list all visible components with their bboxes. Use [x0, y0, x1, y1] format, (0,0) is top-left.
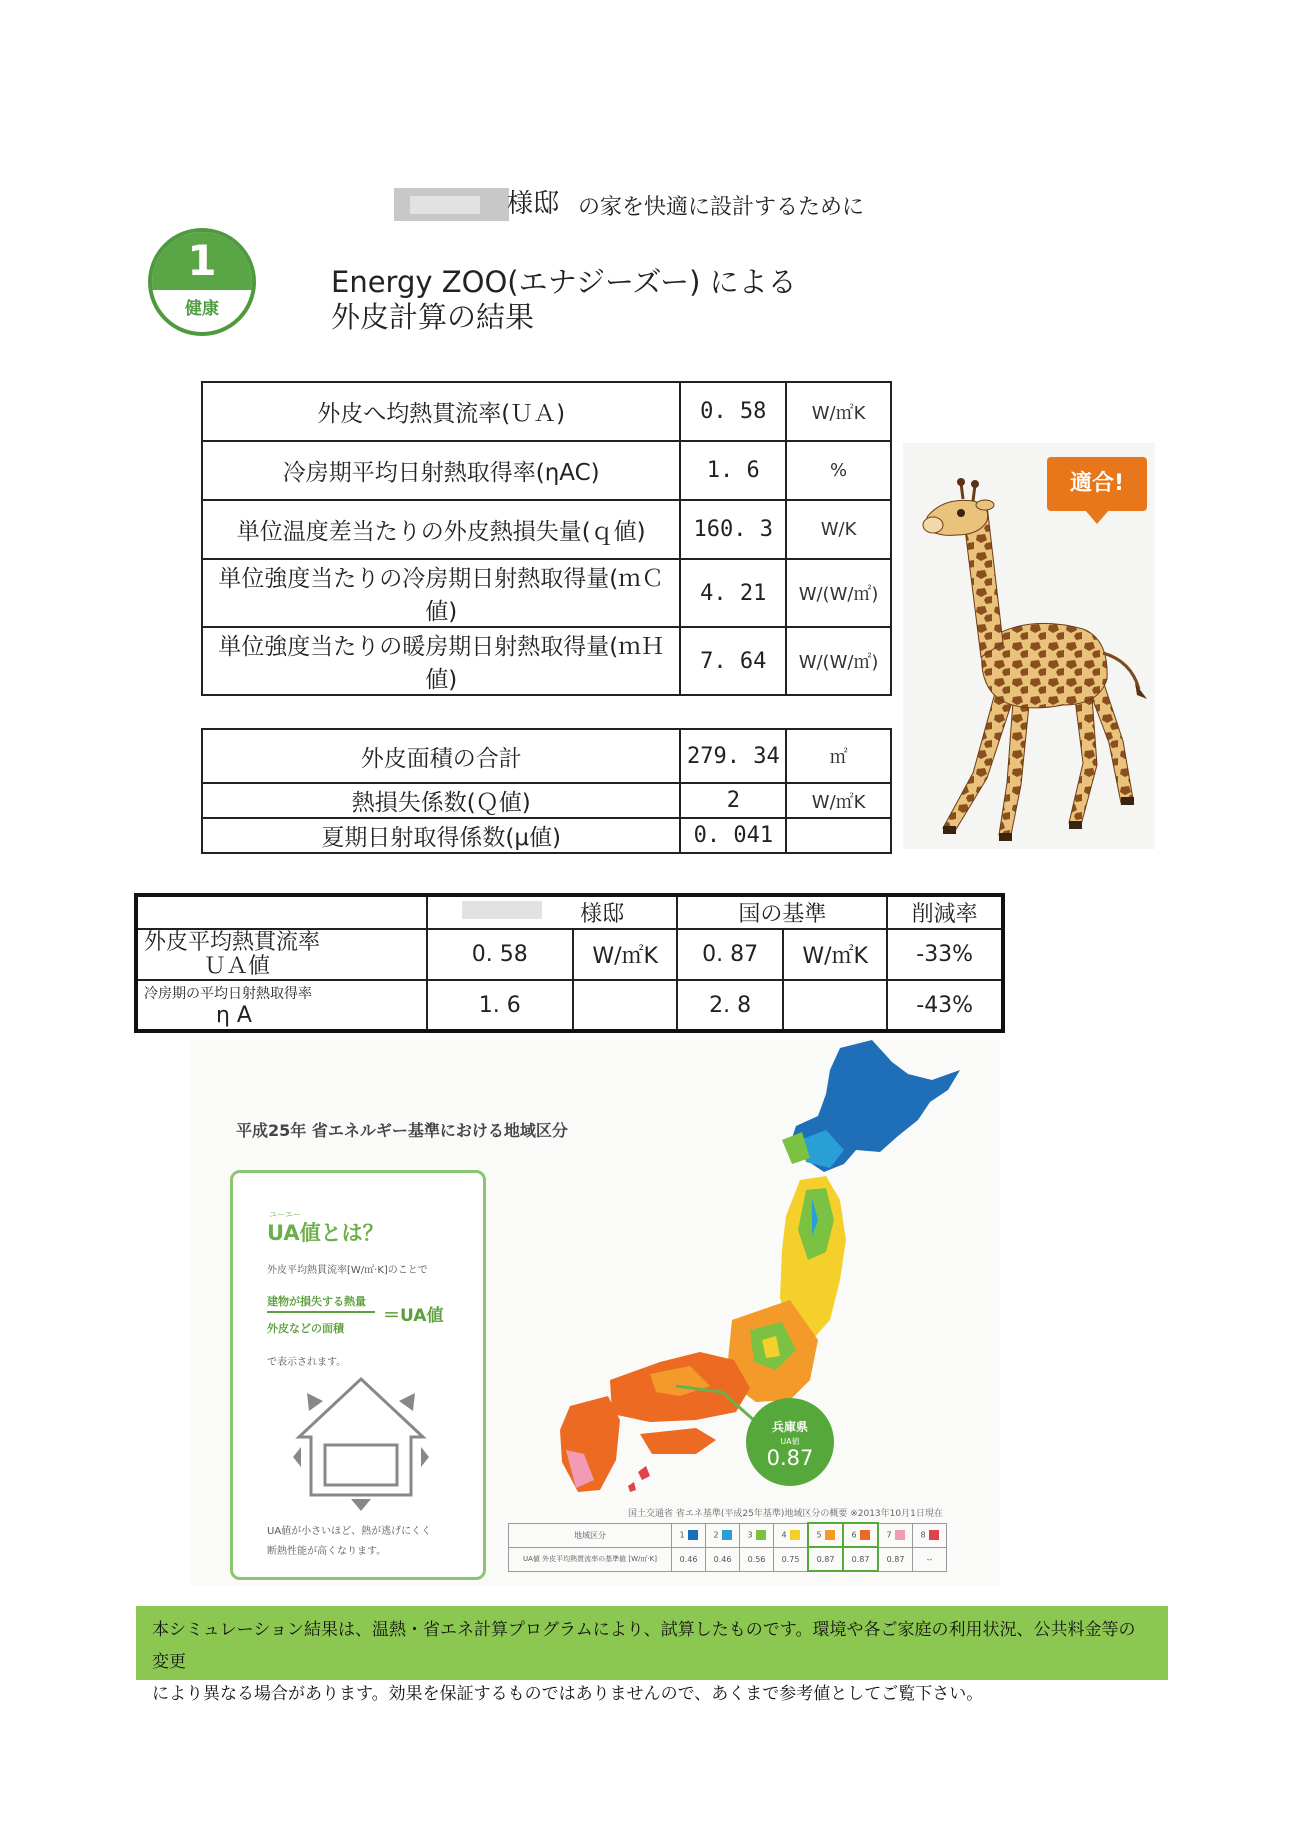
table-row [202, 559, 891, 627]
zone-swatch [929, 1530, 939, 1540]
row-label [136, 929, 427, 980]
zone-legend-table [508, 1522, 947, 1572]
national-value: 0. 87 [677, 929, 782, 980]
row-label: 単位強度当たりの冷房期日射熱取得量(ｍＣ値) [202, 559, 680, 627]
zone-number: 5 [816, 1530, 822, 1540]
legend-ua-3: 0.56 [740, 1547, 774, 1571]
ua-footnote1: UA値が小さいほど、熱が逃げにくく [267, 1526, 432, 1537]
legend-zone-7 [878, 1523, 913, 1547]
row-label-line1: 冷房期の平均日射熱取得率 [144, 986, 312, 1002]
health-badge [148, 228, 256, 336]
row-unit: ㎡ [786, 729, 891, 783]
legend-ua-6: 0.87 [843, 1547, 878, 1571]
row-value: 1. 6 [680, 441, 786, 500]
ua-line1: 外皮平均熱貫流率[W/㎡·K]のことで [267, 1265, 428, 1276]
badge-label: 健康 [185, 299, 219, 319]
legend-ua-2: 0.46 [706, 1547, 740, 1571]
reduction-value: -33% [887, 929, 1003, 980]
house-value: 0. 58 [427, 929, 573, 980]
legend-zone-8 [913, 1523, 947, 1547]
national-unit [783, 980, 888, 1031]
ua-denominator: 外皮などの面積 [267, 1322, 344, 1335]
redacted-name [462, 901, 542, 919]
row-value: 0. 58 [680, 382, 786, 441]
zone-number: 7 [886, 1530, 892, 1540]
ua-numerator: 建物が損失する熱量 [267, 1295, 366, 1308]
legend-ua-7: 0.87 [878, 1547, 913, 1571]
row-unit: % [786, 441, 891, 500]
legend-ua-8: -- [913, 1547, 947, 1571]
disclaimer-box [136, 1606, 1168, 1704]
comparison-table [134, 893, 1005, 1033]
legend-row2-label: UA値 外皮平均熱貫流率の基準値 [W/㎡·K] [509, 1547, 672, 1571]
row-value: 7. 64 [680, 627, 786, 695]
zone-number: 3 [747, 1530, 753, 1540]
legend-zone-3 [740, 1523, 774, 1547]
zone-swatch [688, 1530, 698, 1540]
badge-number: 1 [187, 236, 217, 285]
row-value: 279. 34 [680, 729, 786, 783]
row-label: 単位強度当たりの暖房期日射熱取得量(ｍＨ値) [202, 627, 680, 695]
table-row [202, 729, 891, 783]
house-unit: W/㎡K [573, 929, 678, 980]
ua-ruby: ユーエー [269, 1210, 301, 1219]
row-label: 単位温度差当たりの外皮熱損失量(ｑ値) [202, 500, 680, 559]
zone-swatch [756, 1530, 766, 1540]
header-national: 国の基準 [677, 895, 887, 929]
legend-zone-6 [843, 1523, 878, 1547]
row-value: 2 [680, 783, 786, 818]
table-row [202, 382, 891, 441]
row-label-line2: ＵＡ値 [204, 953, 271, 979]
row-unit: W/㎡K [786, 783, 891, 818]
zone-number: 8 [920, 1530, 926, 1540]
table-row [136, 929, 1003, 980]
row-unit: W/㎡K [786, 382, 891, 441]
legend-zone-4 [774, 1523, 809, 1547]
legend-zone-1 [672, 1523, 706, 1547]
header-empty [136, 895, 427, 929]
area-table [201, 728, 892, 854]
zone-number: 6 [851, 1530, 857, 1540]
disclaimer-line2: により異なる場合があります。効果を保証するものではありませんので、あくまで参考値としてご覧下さい。 [152, 1684, 984, 1704]
row-label: 冷房期平均日射熱取得率(ηAC) [202, 441, 680, 500]
map-source-note: 国土交通省 省エネ基準(平成25年基準)地域区分の概要 ※2013年10月1日現在 [628, 1509, 943, 1519]
zone-number: 2 [713, 1530, 719, 1540]
row-unit: W/(W/㎡) [786, 627, 891, 695]
ua-heading: UA値とは？ [267, 1221, 384, 1245]
reduction-value: -43% [887, 980, 1003, 1031]
row-label: 夏期日射取得係数(μ値) [202, 818, 680, 853]
row-label: 外皮へ均熱貫流率(ＵＡ) [202, 382, 680, 441]
ua-explanation-box [230, 1170, 486, 1580]
row-label-line1: 外皮平均熱貫流率 [144, 929, 321, 955]
zone-swatch [860, 1530, 870, 1540]
zone-number: 4 [781, 1530, 787, 1540]
hyogo-callout-pref: 兵庫県 [771, 1420, 808, 1434]
header-honorific: 様邸 [507, 189, 560, 219]
legend-row1-label: 地域区分 [509, 1523, 672, 1547]
row-unit: W/(W/㎡) [786, 559, 891, 627]
table-row [202, 818, 891, 853]
fit-badge: 適合! [1047, 457, 1147, 511]
redacted-name-shade [410, 196, 480, 214]
row-value: 0. 041 [680, 818, 786, 853]
ua-line2: で表示されます。 [267, 1357, 347, 1368]
legend-zone-5 [808, 1523, 843, 1547]
ua-fraction-bar [267, 1311, 375, 1313]
row-value: 160. 3 [680, 500, 786, 559]
map-title: 平成25年 省エネルギー基準における地域区分 [236, 1121, 568, 1140]
table-row [202, 783, 891, 818]
row-unit [786, 818, 891, 853]
zone-swatch [722, 1530, 732, 1540]
national-value: 2. 8 [677, 980, 782, 1031]
row-value: 4. 21 [680, 559, 786, 627]
legend-zone-row [509, 1523, 947, 1547]
header-house [427, 895, 678, 929]
ua-footnote2: 断熱性能が高くなります。 [267, 1546, 387, 1557]
zone-swatch [825, 1530, 835, 1540]
zone-swatch [895, 1530, 905, 1540]
hyogo-callout-label: UA値 [780, 1437, 800, 1446]
row-label: 熱損失係数(Ｑ値) [202, 783, 680, 818]
house-heat-loss-icon [289, 1371, 433, 1511]
zone-swatch [790, 1530, 800, 1540]
legend-ua-row [509, 1547, 947, 1571]
title-line1: Energy ZOO(エナジーズー) による [331, 265, 797, 299]
legend-ua-1: 0.46 [672, 1547, 706, 1571]
table-row [202, 627, 891, 695]
header-reduction: 削減率 [887, 895, 1003, 929]
row-label: 外皮面積の合計 [202, 729, 680, 783]
national-unit: W/㎡K [783, 929, 888, 980]
header-subtitle: の家を快適に設計するために [578, 195, 865, 220]
header-house-label: 様邸 [580, 902, 625, 927]
table-row [202, 500, 891, 559]
disclaimer-line1: 本シミュレーション結果は、温熱・省エネ計算プログラムにより、試算したものです。環境や各ご家庭の利用状況、公共料金等の変更 [152, 1620, 1136, 1672]
ua-equals: ＝UA値 [383, 1306, 444, 1326]
hyogo-callout-value: 0.87 [766, 1446, 814, 1470]
table-header-row [136, 895, 1003, 929]
row-label [136, 980, 427, 1031]
zone-number: 1 [679, 1530, 685, 1540]
table-row [136, 980, 1003, 1031]
title-line2: 外皮計算の結果 [331, 300, 535, 334]
house-unit [573, 980, 678, 1031]
results-table [201, 381, 892, 696]
table-row [202, 441, 891, 500]
legend-zone-2 [706, 1523, 740, 1547]
legend-ua-4: 0.75 [774, 1547, 809, 1571]
fit-badge-pointer [1085, 510, 1109, 524]
legend-ua-5: 0.87 [808, 1547, 843, 1571]
house-value: 1. 6 [427, 980, 573, 1031]
row-unit: W/K [786, 500, 891, 559]
row-label-line2: η A [216, 1003, 252, 1028]
